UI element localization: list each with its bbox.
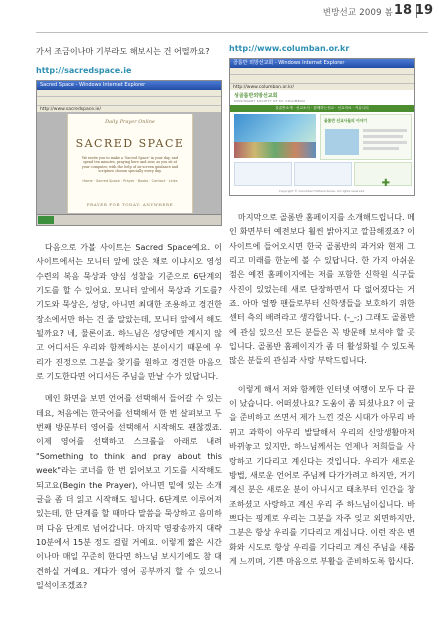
columban-box-2[interactable] — [294, 162, 352, 186]
site-nav[interactable]: Home · Sacred Space · Prayer · Books · Contact · Links — [82, 178, 178, 183]
browser-title-bar: 골롬반 외방선교회 - Windows Internet Explorer — [230, 59, 414, 68]
left-body — [36, 240, 222, 592]
sacred-space-url[interactable]: http://sacredspace.ie — [36, 66, 132, 75]
columban-box-1[interactable] — [234, 162, 292, 186]
browser-title-bar: Sacred Space - Windows Internet Explorer — [37, 81, 221, 90]
browser-address-bar: http://www.columban.or.kr/ — [230, 84, 414, 92]
feature-line-2 — [363, 135, 403, 138]
left-paragraph-2: 메인 화면을 보면 언어를 선택해서 들어갈 수 있는데요, 처음에는 한국어를 선택해서 한 번 살펴보고 두 번째 방문부터 영어를 선택해서 시작해도 괜찮겠죠. 이제 영어를 선택하고 스크롤을 아래로 내려 "Something to think and pray about this week"라는 코너를 한 번 읽어보고 기도를 시작해도 되고요(Begin the Prayer), 아니면 밑에 있는 소개 글을 좀 더 읽고 시작해도 됩니다. 6단계로 이루어져 있는데, 한 단계를 할 때마다 말씀을 묵상하고 음미하며 다음 단계로 넘어갑니다. 마지막 영광송까지 대략 10분에서 15분 정도 걸릴 거예요. 이렇게 짧은 시간이나마 매일 꾸준히 한다면 하느님 보시기에도 참 대견하실 거예요. 게다가 영어 공부까지 할 수 있으니 일석이조겠죠? — [36, 393, 222, 590]
columban-photo-crowd — [234, 114, 316, 158]
columban-url[interactable]: http://www.columban.or.kr — [229, 44, 350, 53]
site-welcome: We invite you to make a 'Sacred Space' in your day, and spend ten minutes, praying here and now, as you sit at your computer, with the help of on-screen guidance and scripture chosen specially every day. — [81, 156, 179, 174]
intro-sentence: 가서 조금이나마 기부라도 해보시는 건 어떨까요? — [36, 46, 210, 56]
browser-viewport — [37, 112, 221, 215]
page-number-right: 19 — [414, 3, 433, 18]
columban-screenshot — [229, 58, 415, 196]
right-paragraph-1: 마지막으로 골롬반 홈페이지를 소개해드립니다. 메인 화면부터 예전보다 훨씬 밝아지고 깔끔해졌죠? 이 사이트에 들어오시면 한국 골롬반의 과거와 현재 그리고 미래를 한눈에 볼 수 있답니다. 한 가지 아쉬운 점은 예전 홈페이지에는 저를 포함한 신학원 식구들 사진이 있었는데 새로 단장하면서 다 없어졌다는 거죠. 아마 얼짱 팬들로부터 신학생들을 보호하기 위한 센터 측의 배려라고 생각합니다. (-_-;) 그래도 골롬반에 관심 있으신 모든 분들은 꼭 방문해 보셔야 할 곳입니다. 골롬반 홈페이지가 좀 더 활성화될 수 있도록 많은 분들의 관심과 사랑 부탁드립니다. — [229, 212, 415, 366]
feature-line-1 — [363, 129, 407, 132]
columban-logo-icon: ✚ — [381, 178, 390, 189]
sacred-space-screenshot — [36, 80, 222, 226]
right-paragraph-2: 이렇게 해서 저와 함께한 인터넷 여행이 모두 다 끝이 났습니다. 어떠셨나요? 도움이 좀 되셨나요? 이 글을 준비하고 쓰면서 제가 느낀 것은 시대가 아무리 바뀌고 과학이 아무리 발달해서 우리의 신앙생활마저 바뀌놓고 있지만, 하느님께서는 언제나 저희들을 사랑하고 기다리고 계신다는 것입니다. 우리가 새로운 방법, 새로운 언어로 주님께 다가가려고 하지만, 거기 계신 분은 새로운 분이 아니시고 태초부터 인간을 창조하셨고 사랑하고 계신 우리 주 하느님이십니다. 바쁘다는 핑계로 우리는 그분을 자주 잊고 외면하지만, 그분은 항상 우리를 기다리고 계십니다. 이런 작은 변화와 시도로 항상 우리를 기다리고 계신 주님을 새롭게 느끼며, 기쁜 마음으로 부활을 준비하도록 합시다. — [229, 383, 415, 566]
feature-thumb-1 — [325, 129, 359, 155]
running-title: 변방선교 2009 봄 — [322, 8, 393, 18]
columban-feature-panel — [320, 114, 412, 160]
left-paragraph-1: 다음으로 가볼 사이트는 Sacred Space예요. 이 사이트에서는 모니터 앞에 앉은 채로 이냐시오 영성 수련의 복음 묵상과 양심 성찰을 기준으로 6단계의 기도를 할 수 있어요. 모니터 앞에서 묵상과 기도를? 기도와 묵상은, 성당, 아니면 최대한 조용하고 경건한 장소에서만 하는 건 줄 알았는데, 모니터 앞에서 해도 될까요? 네, 물론이죠. 하느님은 성당에만 계시지 않고 어디서든 우리와 함께하시는 분이시기 때문에 우리가 진정으로 그분을 찾기를 원하고 경건한 마음으로 기도한다면 어디서든 주님을 만날 수가 있답니다. — [36, 242, 222, 382]
header-rule — [36, 32, 428, 33]
browser-address-bar: http://www.sacredspace.ie/ — [37, 106, 221, 114]
left-intro — [36, 44, 222, 58]
start-button[interactable] — [38, 216, 54, 224]
columban-site-name: 성골롬반외방선교회 — [234, 93, 278, 99]
browser-menu-bar — [230, 68, 414, 75]
feature-heading: 골롬반 선교사들의 이야기 — [324, 118, 367, 123]
site-tagline: Daily Prayer Online — [105, 119, 155, 125]
page-number-left: 18 — [393, 3, 412, 18]
right-body — [229, 210, 415, 568]
sacred-space-page — [67, 114, 193, 213]
columban-footer: Copyright © Columban Fathers Korea. All rights reserved. — [278, 189, 366, 193]
browser-menu-bar — [37, 90, 221, 97]
browser-toolbar — [37, 97, 221, 106]
browser-toolbar — [230, 75, 414, 84]
crowd-band — [234, 142, 316, 158]
site-name: SACRED SPACE — [75, 137, 185, 150]
site-footer: PRAYER FOR TODAY: ANYWHERE — [86, 202, 174, 207]
feature-line-3 — [363, 141, 407, 144]
page-header — [0, 0, 439, 28]
feature-line-4 — [363, 147, 399, 150]
columban-nav[interactable]: 골롬반소개 · 선교소식 · 함께하는선교 · 선교자료 · 커뮤니티 — [230, 105, 414, 112]
columban-site-eng: MISSIONARY SOCIETY OF ST. COLUMBAN — [234, 99, 305, 103]
windows-taskbar — [37, 214, 221, 225]
